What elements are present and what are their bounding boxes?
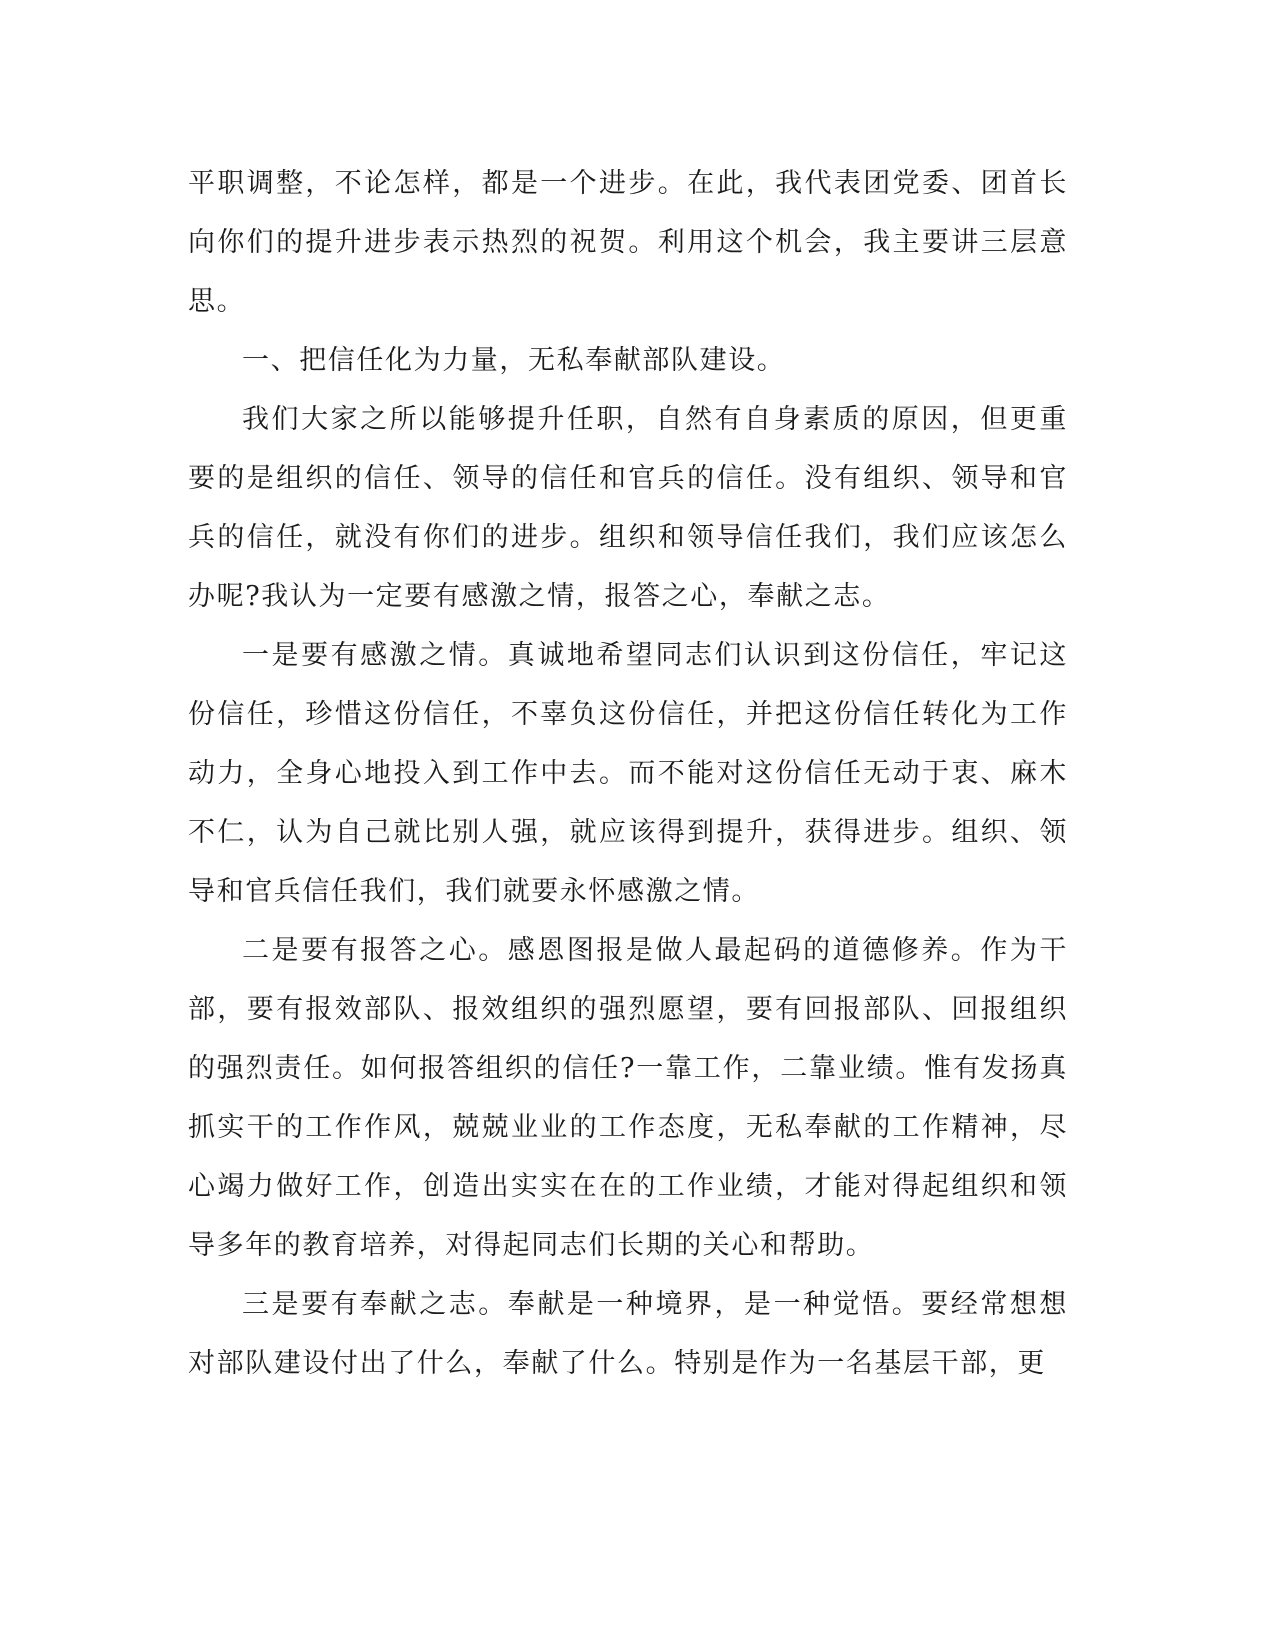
paragraph: 二是要有报答之心。感恩图报是做人最起码的道德修养。作为干部，要有报效部队、报效组织的强烈愿望，要有回报部队、回报组织的强烈责任。如何报答组织的信任?一靠工作，二靠业绩。惟有发扬真抓实干的工作作风，兢兢业业的工作态度，无私奉献的工作精神，尽心竭力做好工作，创造出实实在在的工作业绩，才能对得起组织和领导多年的教育培养，对得起同志们长期的关心和帮助。: [188, 935, 1068, 1261]
paragraph: 三是要有奉献之志。奉献是一种境界，是一种觉悟。要经常想想对部队建设付出了什么，奉献了什么。特别是作为一名基层干部，更: [188, 1289, 1068, 1379]
section-heading: 一、把信任化为力量，无私奉献部队建设。: [242, 345, 786, 376]
paragraph-continuation: 平职调整，不论怎样，都是一个进步。在此，我代表团党委、团首长向你们的提升进步表示热烈的祝贺。利用这个机会，我主要讲三层意思。: [188, 168, 1068, 317]
paragraph: 一是要有感激之情。真诚地希望同志们认识到这份信任，牢记这份信任，珍惜这份信任，不辜负这份信任，并把这份信任转化为工作动力，全身心地投入到工作中去。而不能对这份信任无动于衷、麻木不仁，认为自己就比别人强，就应该得到提升，获得进步。组织、领导和官兵信任我们，我们就要永怀感激之情。: [188, 640, 1068, 907]
paragraph: 我们大家之所以能够提升任职，自然有自身素质的原因，但更重要的是组织的信任、领导的信任和官兵的信任。没有组织、领导和官兵的信任，就没有你们的进步。组织和领导信任我们，我们应该怎么办呢?我认为一定要有感激之情，报答之心，奉献之志。: [188, 404, 1068, 612]
document-body: [188, 154, 1068, 1393]
